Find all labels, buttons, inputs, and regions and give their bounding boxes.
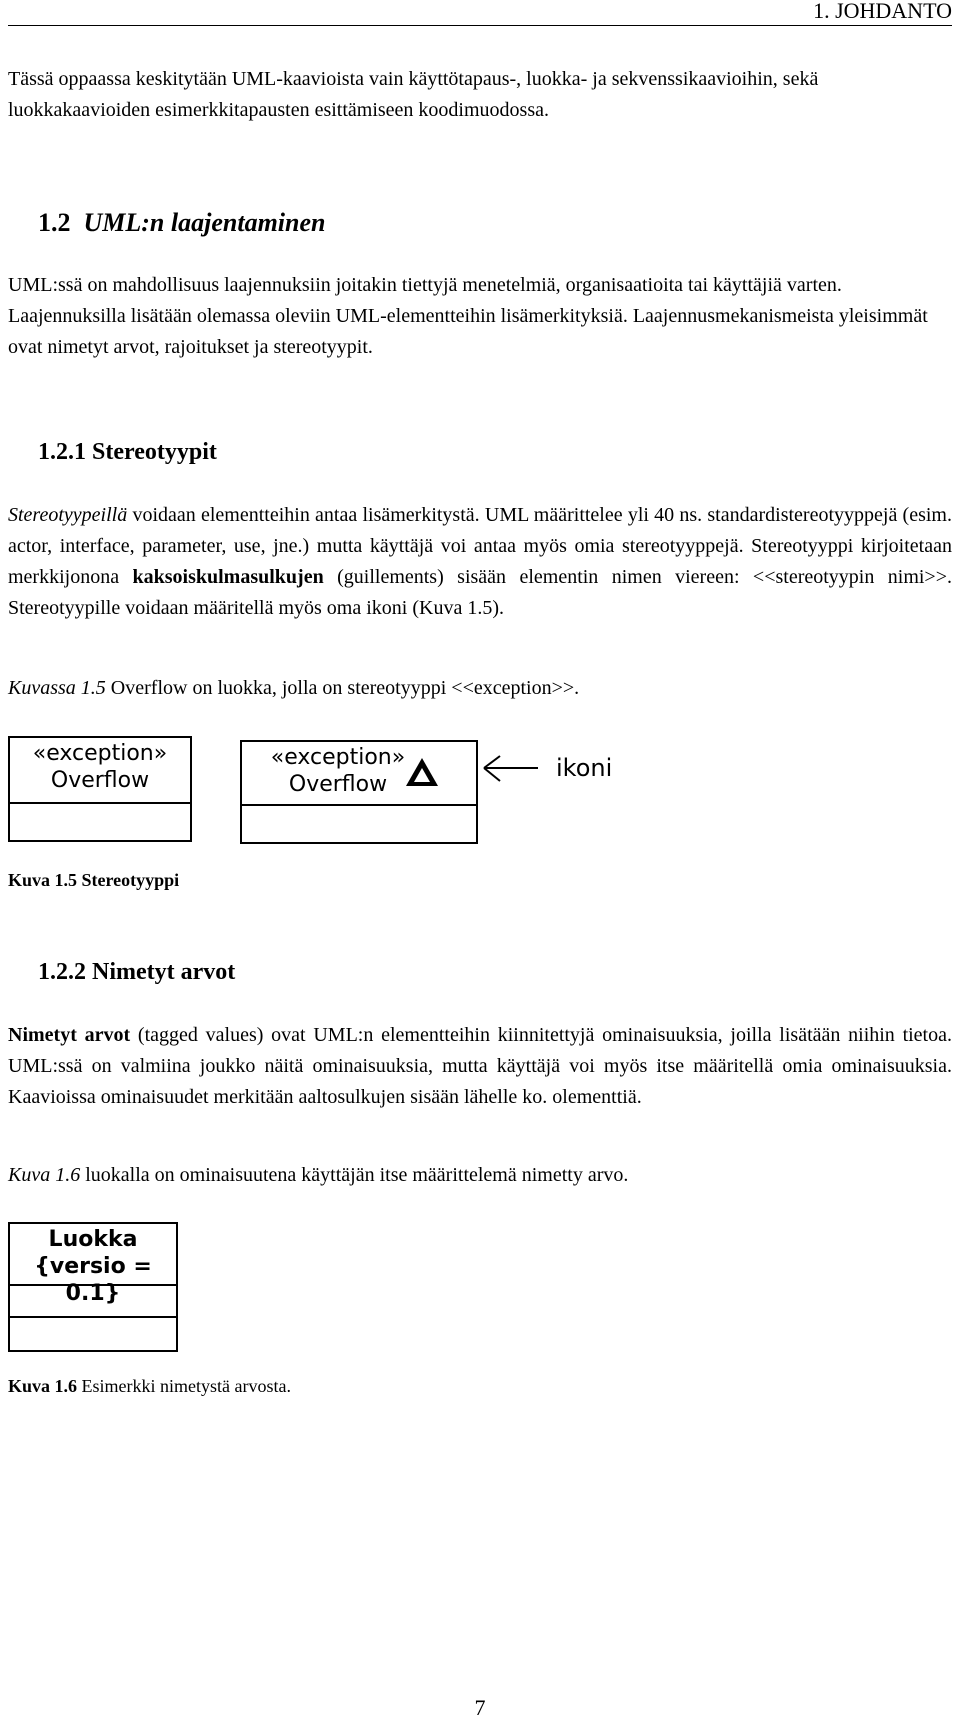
uml-operation-compartment	[10, 1318, 176, 1352]
figure-1-6-caption	[8, 1374, 291, 1398]
figure-1-6-reference	[8, 1160, 952, 1191]
figure-1-5-caption-label: Kuva 1.5 Stereotyyppi	[8, 870, 180, 890]
section-title: UML:n laajentaminen	[83, 208, 326, 237]
tagged-values-paragraph	[8, 1020, 952, 1113]
stereotypes-text-a: voidaan elementteihin antaa lisämerkitystä. UML määrittelee yli 40 ns. standardistereotyyppejä (esim. actor, interface, parameter, use, jne.) mutta käyttäjä voi antaa myös omia stereotyyppejä. Stereotyyppi kirjoitetaan merkkijonona	[8, 504, 952, 588]
stereotypes-paragraph	[8, 500, 952, 624]
figure-1-5-ref-italic: Kuvassa 1.5	[8, 677, 106, 699]
running-header: 1. JOHDANTO	[813, 0, 952, 23]
section-number: 1.2	[38, 208, 71, 237]
tagged-values-text: (tagged values) ovat UML:n elementteihin kiinnitettyjä ominaisuuksia, joilla lisätään niihin tietoa. UML:ssä on valmiina joukko näitä ominaisuuksia, mutta käyttäjä voi myös itse määritellä omia ominaisuuksia. Kaavioissa ominaisuudet merkitään aaltosulkujen sisään lähelle ko. olementtiä.	[8, 1024, 952, 1108]
uml-attribute-compartment	[242, 806, 476, 844]
uml-attribute-compartment	[10, 804, 190, 842]
section-heading-1-2-2: 1.2.2 Nimetyt arvot	[38, 959, 236, 985]
uml-class-name: Luokka	[48, 1227, 138, 1252]
section-1-2-paragraph: UML:ssä on mahdollisuus laajennuksiin joitakin tiettyjä menetelmiä, organisaatioita tai käyttäjiä varten. Laajennuksilla lisätään olemassa oleviin UML-elementteihin lisämerkityksiä. Laajennusmekanismeista yleisimmät ovat nimetyt arvot, rajoitukset ja stereotyypit.	[8, 274, 928, 358]
uml-stereotype-label: «exception»	[32, 741, 168, 766]
uml-stereotype-label: «exception»	[270, 745, 406, 770]
warning-triangle-icon	[404, 756, 440, 788]
section-heading-1-2-1: 1.2.1 Stereotyypit	[38, 439, 217, 465]
icon-label: ikoni	[556, 754, 613, 782]
uml-class-name-compartment	[10, 1224, 176, 1306]
figure-1-5-reference	[8, 673, 952, 704]
figure-1-6-ref-text: luokalla on ominaisuutena käyttäjän itse määrittelemä nimetty arvo.	[80, 1164, 629, 1186]
figure-1-5-ref-text: Overflow on luokka, jolla on stereotyyppi <<exception>>.	[105, 677, 580, 699]
uml-class-name-compartment	[242, 742, 476, 806]
figure-1-6-ref-italic: Kuva 1.6	[8, 1164, 81, 1186]
stereotypes-bold-term: kaksoiskulmasulkujen	[132, 566, 324, 588]
tagged-values-bold-term: Nimetyt arvot	[8, 1024, 131, 1046]
stereotypes-text-b: (guillements) sisään elementin nimen viereen: <<stereotyypin nimi>>. Stereotyypille voidaan määritellä myös oma ikoni (Kuva 1.5).	[8, 566, 952, 619]
intro-paragraph: Tässä oppaassa keskitytään UML-kaavioista vain käyttötapaus-, luokka- ja sekvenssikaavioihin, sekä luokkakaavioiden esimerkkitapausten esittämiseen koodimuodossa.	[8, 68, 819, 121]
uml-class-name: Overflow	[288, 772, 388, 797]
uml-class-luokka	[8, 1222, 178, 1352]
uml-class-overflow-with-icon	[240, 740, 478, 844]
stereotypes-lead: Stereotyypeillä	[8, 504, 128, 526]
uml-class-name-compartment	[10, 738, 190, 804]
section-heading-1-2	[38, 206, 325, 240]
figure-1-6-caption-label: Kuva 1.6	[8, 1376, 78, 1396]
header-rule	[8, 25, 952, 26]
page-number: 7	[474, 1695, 486, 1720]
uml-tagged-value: {versio = 0.1}	[34, 1254, 152, 1306]
figure-1-6-caption-text: Esimerkki nimetystä arvosta.	[77, 1376, 291, 1396]
pointer-arrow-icon	[480, 754, 540, 784]
uml-class-overflow	[8, 736, 192, 842]
figure-1-5-caption	[8, 868, 179, 892]
uml-class-name: Overflow	[50, 768, 150, 793]
